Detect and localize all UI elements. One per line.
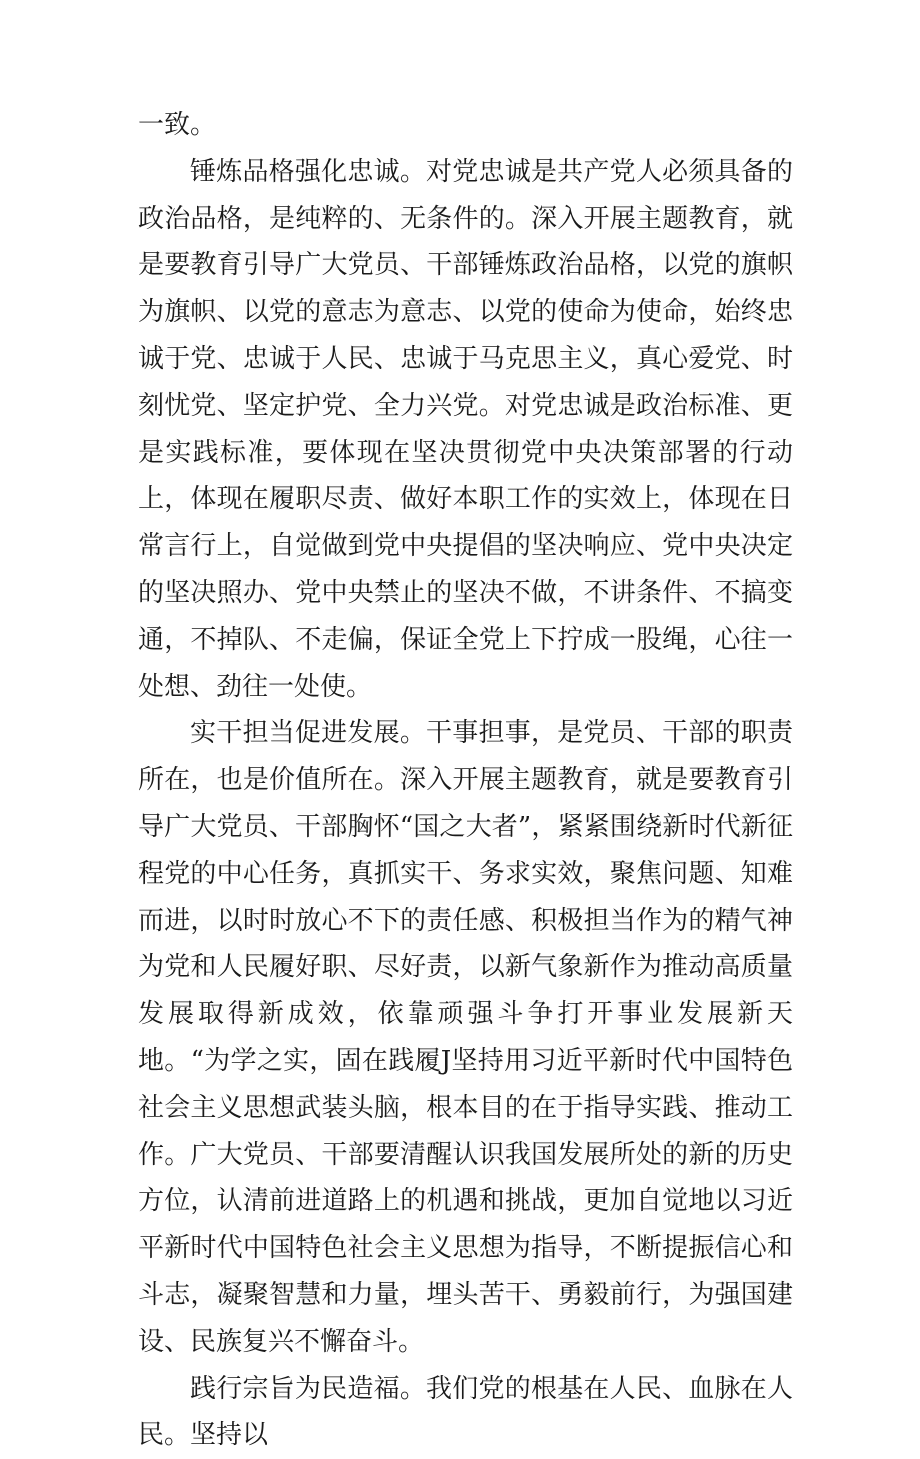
document-body [138, 102, 793, 1459]
paragraph-development: 实干担当促进发展。干事担事，是党员、干部的职责所在，也是价值所在。深入开展主题教育，就是要教育引导广大党员、干部胸怀“国之大者”，紧紧围绕新时代新征程党的中心任务，真抓实干、务求实效，聚焦问题、知难而进，以时时放心不下的责任感、积极担当作为的精气神为党和人民履好职、尽好责，以新气象新作为推动高质量发展取得新成效，依靠顽强斗争打开事业发展新天地。“为学之实，固在践履J坚持用习近平新时代中国特色社会主义思想武装头脑，根本目的在于指导实践、推动工作。广大党员、干部要清醒认识我国发展所处的新的历史方位，认清前进道路上的机遇和挑战，更加自觉地以习近平新时代中国特色社会主义思想为指导，不断提振信心和斗志，凝聚智慧和力量，埋头苦干、勇毅前行，为强国建设、民族复兴不懈奋斗。 [138, 718, 793, 1357]
paragraph-continuation: 一致。 [138, 110, 217, 140]
paragraph-loyalty: 锤炼品格强化忠诚。对党忠诚是共产党人必须具备的政治品格，是纯粹的、无条件的。深入开展主题教育，就是要教育引导广大党员、干部锤炼政治品格，以党的旗帜为旗帜、以党的意志为意志、以党的使命为使命，始终忠诚于党、忠诚于人民、忠诚于马克思主义，真心爱党、时刻忧党、坚定护党、全力兴党。对党忠诚是政治标准、更是实践标准，要体现在坚决贯彻党中央决策部署的行动上，体现在履职尽责、做好本职工作的实效上，体现在日常言行上，自觉做到党中央提倡的坚决响应、党中央决定的坚决照办、党中央禁止的坚决不做，不讲条件、不搞变通，不掉队、不走偏，保证全党上下拧成一股绳，心往一处想、劲往一处使。 [138, 156, 793, 702]
paragraph-purpose: 践行宗旨为民造福。我们党的根基在人民、血脉在人民。坚持以 [138, 1373, 793, 1451]
